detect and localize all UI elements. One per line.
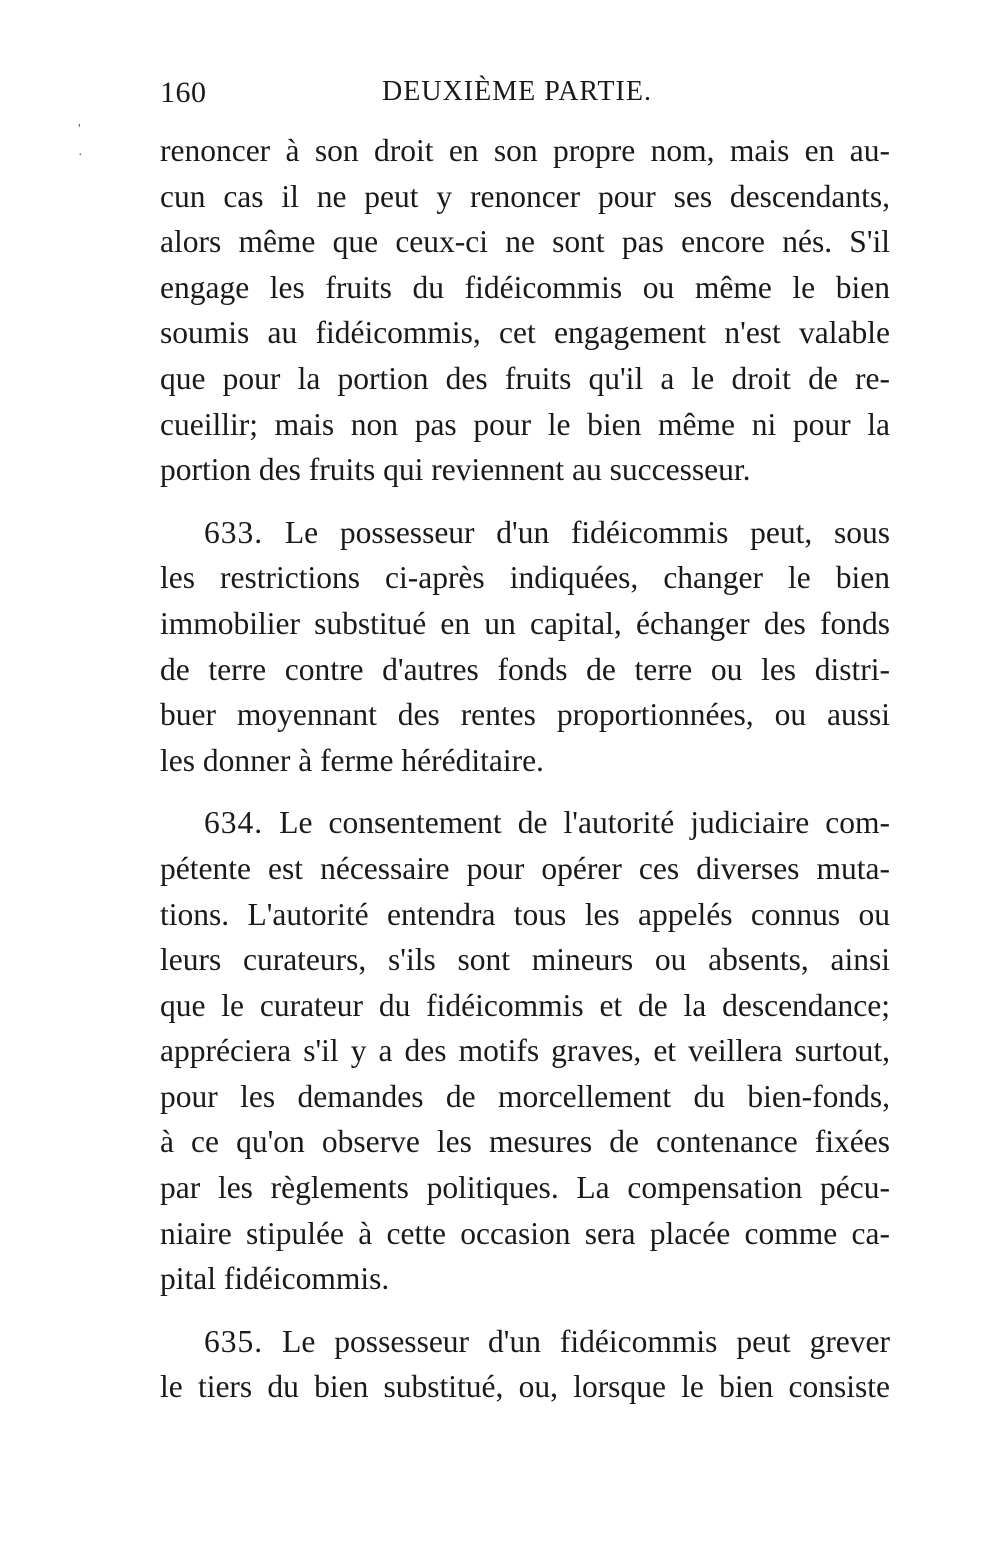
text-line: alors même que ceux-ci ne sont pas encore nés. S'il [160, 224, 890, 260]
paragraph-635 [160, 1319, 890, 1410]
running-head: DEUXIÈME PARTIE. [382, 76, 652, 107]
text-line [160, 510, 890, 556]
margin-speck: ' [78, 122, 81, 137]
text-line: les donner à ferme héréditaire. [160, 742, 544, 778]
text-line: les restrictions ci-après indiquées, changer le bien [160, 560, 890, 596]
text-line: à ce qu'on observe les mesures de contenance fixées [160, 1124, 890, 1160]
text-line: pour les demandes de morcellement du bien-fonds, [160, 1078, 890, 1114]
text-line: portion des fruits qui reviennent au successeur. [160, 452, 751, 488]
text-line: immobilier substitué en un capital, échanger des fonds [160, 605, 890, 641]
text-line: leurs curateurs, s'ils sont mineurs ou absents, ainsi [160, 942, 890, 978]
text-line: renoncer à son droit en son propre nom, mais en au- [160, 133, 890, 168]
text-line [160, 1319, 890, 1365]
text-line: tions. L'autorité entendra tous les appelés connus ou [160, 896, 890, 932]
text-line: que pour la portion des fruits qu'il a le droit de re- [160, 360, 890, 396]
margin-speck: · [78, 148, 83, 163]
text-line: par les règlements politiques. La compensation pécu- [160, 1170, 890, 1206]
text-line: de terre contre d'autres fonds de terre ou les distri- [160, 651, 890, 687]
text-line: cun cas il ne peut y renoncer pour ses descendants, [160, 178, 890, 214]
text-line-content: Le possesseur d'un fidéicommis peut grever [282, 1323, 891, 1359]
body-text [160, 128, 890, 1410]
text-line: le tiers du bien substitué, ou, lorsque le bien consiste [160, 1369, 890, 1405]
text-line: buer moyennant des rentes proportionnées, ou aussi [160, 697, 890, 733]
paragraph-634 [160, 800, 890, 1302]
text-line: soumis au fidéicommis, cet engagement n'est valable [160, 315, 890, 351]
paragraph-number: 635. [204, 1323, 264, 1359]
text-line: pital fidéicommis. [160, 1261, 390, 1297]
paragraph-number: 634. [204, 805, 264, 841]
paragraph-633 [160, 510, 890, 784]
text-line: pétente est nécessaire pour opérer ces diverses muta- [160, 850, 890, 886]
paragraph-number: 633. [204, 514, 264, 550]
text-line: cueillir; mais non pas pour le bien même ni pour la [160, 406, 890, 442]
text-line: niaire stipulée à cette occasion sera placée comme ca- [160, 1215, 890, 1251]
text-line [160, 800, 890, 846]
text-line-content: Le possesseur d'un fidéicommis peut, sous [284, 514, 890, 550]
page-header [160, 76, 890, 120]
page-number: 160 [160, 76, 207, 109]
paragraph-continued [160, 128, 890, 493]
text-line: appréciera s'il y a des motifs graves, et veillera surtout, [160, 1033, 890, 1069]
text-line: que le curateur du fidéicommis et de la descendance; [160, 987, 890, 1023]
text-line-content: Le consentement de l'autorité judiciaire com- [279, 805, 890, 841]
text-line: engage les fruits du fidéicommis ou même le bien [160, 269, 890, 305]
